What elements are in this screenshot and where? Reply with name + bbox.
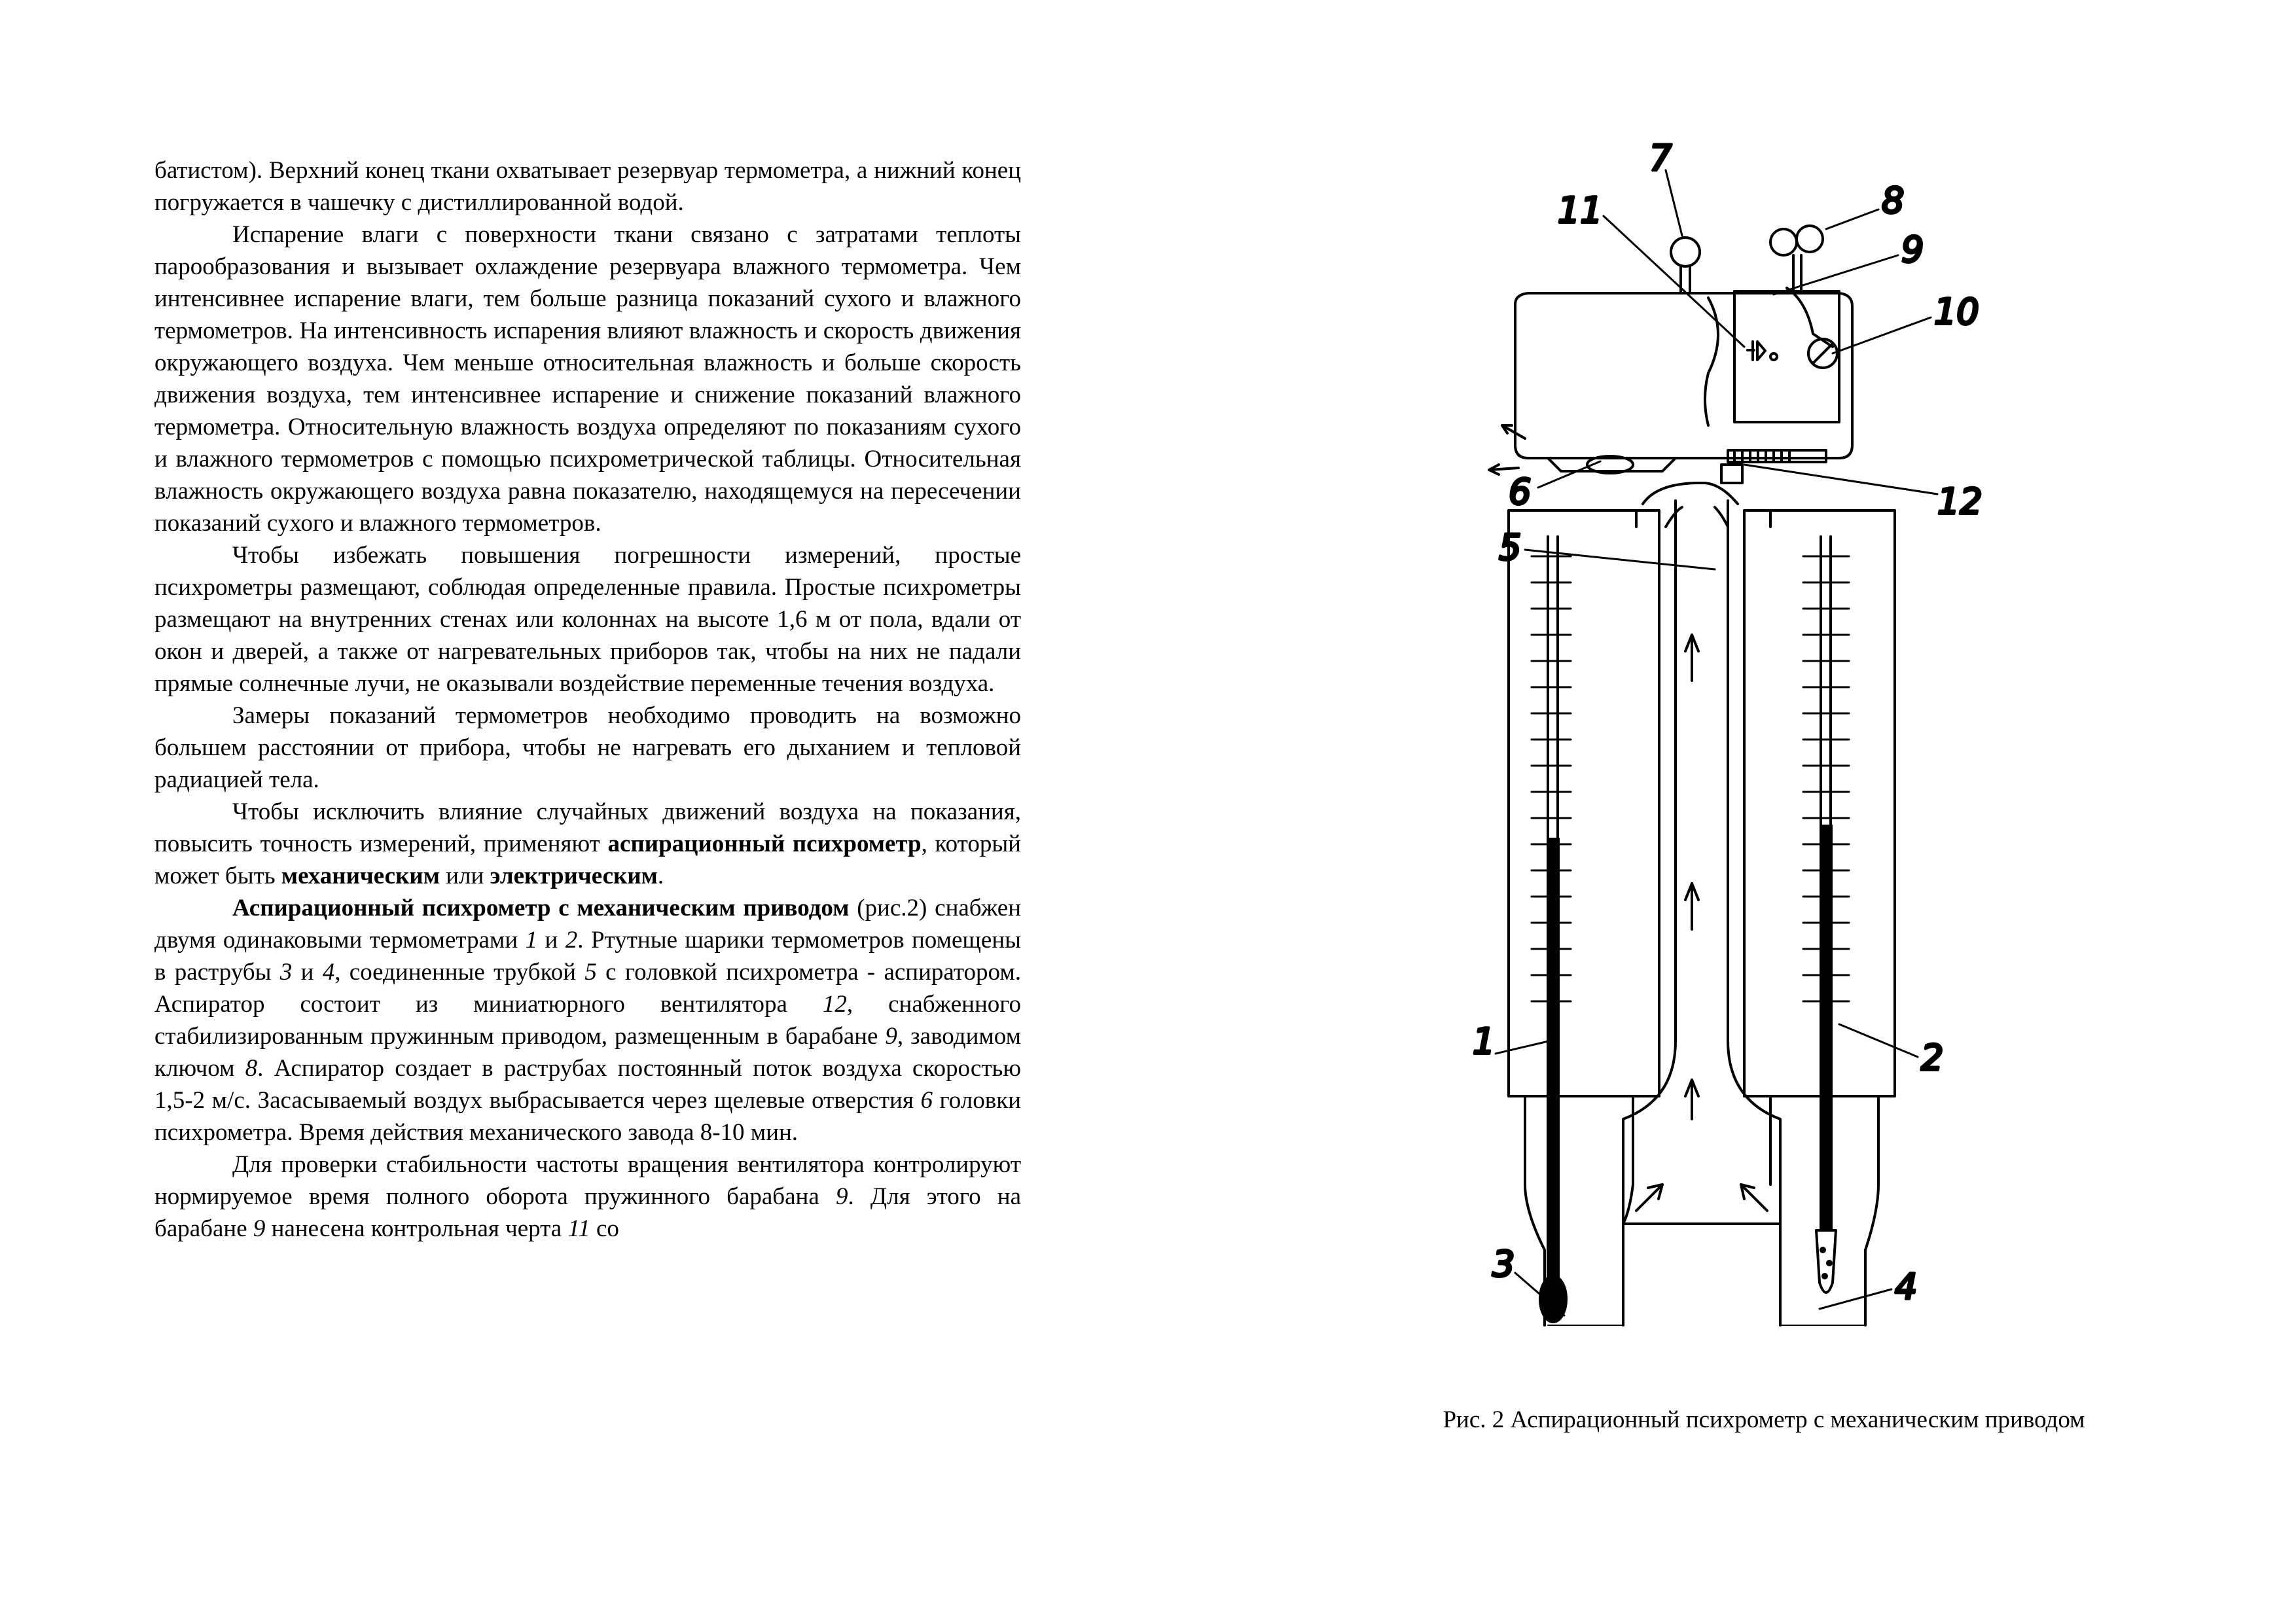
italic-reference: 6 — [920, 1087, 933, 1114]
italic-reference: 11 — [567, 1215, 590, 1242]
paragraph — [154, 796, 1021, 892]
italic-reference: 3 — [279, 959, 293, 986]
text-run: Испарение влаги с поверхности ткани связано с затратами теплоты парообразования и вызывает охлаждение резервуара влажного термометра. Чем интенсивнее испарение влаги, тем больше разница показаний сухого и влажного термометров. На интенсивность испарения влияют влажность и скорость движения окружающего воздуха. Чем меньше относительная влажность и больше скорость движения воздуха, тем интенсивнее испарение и снижение показаний влажного термометра. Относительную влажность воздуха определяют по показаниям сухого и влажного термометров с помощью психрометрической таблицы. Относительная влажность окружающего воздуха равна показателю, находящемуся на пересечении показаний сухого и влажного термометров. — [154, 221, 1021, 537]
bold-text: Аспирационный психрометр с механическим приводом — [232, 895, 850, 921]
body-text — [154, 154, 1021, 1245]
text-run: Чтобы избежать повышения погрешности измерений, простые психрометры размещают, соблюдая определенные правила. Простые психрометры размещают на внутренних стенах или колоннах на высоте 1,6 м от пола, вдали от окон и дверей, а также от нагревательных приборов так, чтобы на них не падали прямые солнечные лучи, не оказывали воздействие переменные течения воздуха. — [154, 542, 1021, 697]
fan-12 — [1721, 450, 1826, 483]
label-7: 7 — [1649, 137, 1672, 179]
bold-text: аспирационный психрометр — [607, 830, 922, 857]
housing-left — [1509, 510, 1659, 1325]
italic-reference: 2 — [565, 927, 578, 954]
text-run: . — [657, 863, 664, 889]
paragraph — [154, 154, 1021, 219]
key-8 — [1770, 226, 1823, 293]
drum-window — [1734, 291, 1839, 422]
text-run: или — [439, 863, 490, 889]
text-run: (рис.2) снабжен двумя одинаковыми термометрами — [154, 895, 1022, 954]
label-3: 3 — [1492, 1243, 1515, 1285]
text-run: головки психрометра. Время действия механического завода 8-10 мин. — [154, 1087, 1021, 1146]
label-9: 9 — [1901, 229, 1924, 270]
italic-reference: 12 — [822, 991, 847, 1018]
label-1: 1 — [1473, 1021, 1496, 1062]
paragraph — [154, 892, 1021, 1149]
text-run: , снабженного стабилизированным пружинным приводом, размещенным в барабане — [154, 991, 1022, 1050]
label-4: 4 — [1895, 1266, 1918, 1308]
text-run: Чтобы исключить влияние случайных движений воздуха на показания, повысить точность измерений, применяют — [154, 798, 1021, 857]
label-2: 2 — [1921, 1037, 1944, 1079]
text-run: . Ртутные шарики термометров помещены в раструбы — [154, 927, 1021, 986]
label-5: 5 — [1499, 527, 1522, 568]
paragraph — [154, 700, 1021, 796]
text-run: Замеры показаний термометров необходимо проводить на возможно большем расстоянии от прибора, чтобы не нагревать его дыханием и тепловой радиацией тела. — [154, 702, 1021, 793]
italic-reference: 9 — [253, 1215, 266, 1242]
label-12: 12 — [1937, 481, 1982, 522]
psychrometer-diagram-svg — [1440, 137, 2003, 1394]
italic-reference: 4 — [322, 959, 335, 986]
italic-reference: 1 — [525, 927, 538, 954]
tube-5 — [1623, 501, 1780, 1224]
text-run: и — [537, 927, 565, 954]
bold-text: механическим — [281, 863, 440, 889]
paragraph — [154, 1149, 1021, 1245]
bold-text: электрическим — [490, 863, 658, 889]
label-10: 10 — [1934, 291, 1979, 332]
italic-reference: 8 — [245, 1055, 258, 1082]
text-run: батистом). Верхний конец ткани охватывает резервуар термометра, а нижний конец погружается в чашечку с дистиллированной водой. — [154, 157, 1021, 216]
housing-right — [1744, 510, 1895, 1325]
text-run: . Для этого на барабане — [154, 1183, 1022, 1242]
text-run: Для проверки стабильности частоты вращения вентилятора контролируют нормируемое время полного оборота пружинного барабана — [154, 1151, 1021, 1210]
text-run: с головкой психрометра - аспиратором. Аспиратор состоит из миниатюрного вентилятора — [154, 959, 1021, 1018]
italic-reference: 9 — [885, 1023, 897, 1050]
paragraph — [154, 219, 1021, 539]
text-run: , заводимом ключом — [154, 1023, 1021, 1082]
text-run: , который может быть — [154, 830, 1021, 889]
label-6: 6 — [1509, 471, 1532, 512]
italic-reference: 5 — [584, 959, 597, 986]
paragraph — [154, 539, 1021, 700]
italic-reference: 9 — [835, 1183, 848, 1210]
aspirator-head — [1515, 288, 1852, 458]
text-run: и — [292, 959, 323, 986]
label-8: 8 — [1882, 180, 1905, 221]
figure-caption: Рис. 2 Аспирационный психрометр с механическим приводом — [1443, 1406, 2085, 1433]
text-run: нанесена контрольная черта — [265, 1215, 568, 1242]
psychrometer-figure — [1440, 137, 2003, 1394]
knob-7 — [1671, 238, 1700, 293]
label-11: 11 — [1558, 190, 1603, 231]
text-run: , соединенные трубкой — [334, 959, 585, 986]
text-run: . Аспиратор создает в раструбах постоянный поток воздуха скоростью 1,5-2 м/с. Засасываемый воздух выбрасывается через щелевые отверстия — [154, 1055, 1022, 1114]
text-run: со — [590, 1215, 619, 1242]
